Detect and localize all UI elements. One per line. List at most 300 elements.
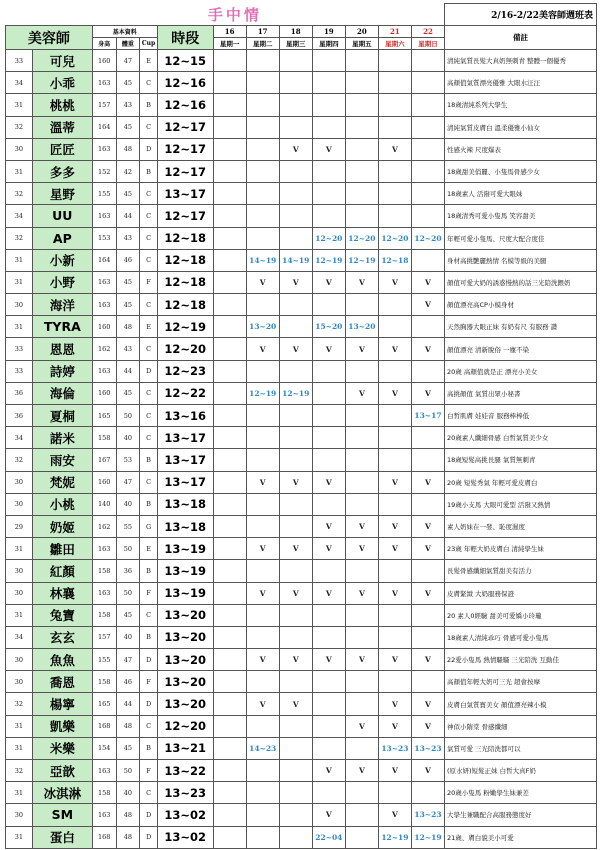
header-day: 星期四: [312, 38, 345, 50]
day-mark: [345, 560, 378, 582]
height-cell: 160: [92, 50, 116, 72]
day-mark: [246, 515, 279, 537]
day-mark: V: [312, 271, 345, 293]
day-mark: [378, 560, 411, 582]
height-cell: 162: [92, 338, 116, 360]
day-mark: [345, 360, 378, 382]
day-mark: [312, 693, 345, 715]
therapist-name: 凱樂: [32, 715, 92, 737]
weight-cell: 48: [116, 826, 140, 848]
day-mark: [345, 804, 378, 826]
day-mark: [312, 382, 345, 404]
day-mark: [345, 626, 378, 648]
period-title: 2/16-2/22美容師週班表: [444, 4, 596, 26]
time-slot: 13~18: [157, 493, 213, 515]
day-mark: [411, 94, 444, 116]
day-mark: 12~19: [345, 249, 378, 271]
cup-cell: E: [140, 316, 158, 338]
day-mark: [279, 737, 312, 759]
height-cell: 163: [92, 582, 116, 604]
day-mark: V: [378, 582, 411, 604]
therapist-name: AP: [32, 227, 92, 249]
day-mark: [213, 826, 246, 848]
day-mark: V: [378, 693, 411, 715]
day-mark: 22~04: [312, 826, 345, 848]
therapist-name: 小桃: [32, 493, 92, 515]
day-mark: V: [411, 294, 444, 316]
day-mark: 14~19: [246, 249, 279, 271]
remark-cell: 20 素人0經驗 甜美可愛嬌小玲瓏: [444, 604, 596, 626]
day-mark: [213, 560, 246, 582]
therapist-name: 小乖: [32, 72, 92, 94]
age-cell: 31: [6, 826, 33, 848]
day-mark: [279, 626, 312, 648]
time-slot: 12~17: [157, 205, 213, 227]
header-date: 16: [213, 26, 246, 38]
day-mark: V: [378, 338, 411, 360]
day-mark: [246, 671, 279, 693]
remark-cell: 長髮骨感纖細氣質甜美有活力: [444, 560, 596, 582]
weight-cell: 50: [116, 538, 140, 560]
day-mark: V: [411, 582, 444, 604]
day-mark: [378, 360, 411, 382]
schedule-row: [6, 715, 597, 737]
day-mark: [279, 826, 312, 848]
remark-cell: 18歲素人清純乖巧 骨感可愛小隻馬: [444, 626, 596, 648]
schedule-row: [6, 316, 597, 338]
day-mark: [246, 826, 279, 848]
therapist-name: 詩婷: [32, 360, 92, 382]
height-cell: 158: [92, 671, 116, 693]
cup-cell: D: [140, 826, 158, 848]
cup-cell: C: [140, 604, 158, 626]
schedule-row: [6, 160, 597, 182]
schedule-table: [5, 3, 597, 849]
schedule-row: [6, 471, 597, 493]
schedule-row: [6, 360, 597, 382]
therapist-name: 冰淇淋: [32, 782, 92, 804]
age-cell: 32: [6, 449, 33, 471]
cup-cell: C: [140, 405, 158, 427]
brand-title: 手中情: [207, 5, 262, 24]
day-mark: [246, 160, 279, 182]
schedule-row: [6, 604, 597, 626]
day-mark: [279, 405, 312, 427]
age-cell: 31: [6, 316, 33, 338]
day-mark: [213, 338, 246, 360]
day-mark: [345, 782, 378, 804]
day-mark: [378, 50, 411, 72]
height-cell: 163: [92, 804, 116, 826]
age-cell: 36: [6, 382, 33, 404]
therapist-name: 楊寧: [32, 693, 92, 715]
day-mark: [213, 649, 246, 671]
day-mark: V: [312, 760, 345, 782]
day-mark: [213, 471, 246, 493]
day-mark: [213, 94, 246, 116]
day-mark: [279, 782, 312, 804]
height-cell: 160: [92, 382, 116, 404]
cup-cell: C: [140, 183, 158, 205]
day-mark: [411, 560, 444, 582]
day-mark: [312, 560, 345, 582]
day-mark: [345, 449, 378, 471]
weight-cell: 53: [116, 449, 140, 471]
cup-cell: C: [140, 72, 158, 94]
height-cell: 163: [92, 138, 116, 160]
day-mark: [378, 493, 411, 515]
time-slot: 13~20: [157, 693, 213, 715]
therapist-name: 溫蒂: [32, 116, 92, 138]
height-cell: 168: [92, 715, 116, 737]
day-mark: [279, 449, 312, 471]
weight-cell: 43: [116, 94, 140, 116]
day-mark: [378, 316, 411, 338]
height-cell: 162: [92, 515, 116, 537]
day-mark: V: [312, 582, 345, 604]
day-mark: 12~20: [345, 227, 378, 249]
height-cell: 153: [92, 227, 116, 249]
weight-cell: 48: [116, 715, 140, 737]
day-mark: [279, 316, 312, 338]
day-mark: [378, 72, 411, 94]
remark-cell: 22愛小隻馬 熱情騷騷 三光陪洗 互動佳: [444, 649, 596, 671]
remark-cell: 20歲素人纖細骨感 白皙氣質美少女: [444, 427, 596, 449]
schedule-row: [6, 294, 597, 316]
day-mark: [213, 227, 246, 249]
day-mark: [246, 804, 279, 826]
schedule-row: [6, 449, 597, 471]
remark-cell: 白皙肌膚 娃娃音 服務棒棒低: [444, 405, 596, 427]
day-mark: [411, 427, 444, 449]
day-mark: [279, 72, 312, 94]
remark-cell: 清純氣質長髮大真奶無刺青 整體一個優秀: [444, 50, 596, 72]
age-cell: 31: [6, 538, 33, 560]
day-mark: [213, 360, 246, 382]
therapist-name: 海倫: [32, 382, 92, 404]
day-mark: V: [378, 515, 411, 537]
remark-cell: 皮膚白氣質寶美女 顏值漂亮辣小模: [444, 693, 596, 715]
remark-cell: 18歲甜美俏麗、小隻馬骨感少女: [444, 160, 596, 182]
schedule-row: [6, 760, 597, 782]
day-mark: [213, 671, 246, 693]
time-slot: 13~17: [157, 449, 213, 471]
cup-cell: B: [140, 94, 158, 116]
day-mark: [246, 760, 279, 782]
day-mark: V: [312, 138, 345, 160]
time-slot: 13~16: [157, 405, 213, 427]
cup-cell: C: [140, 116, 158, 138]
therapist-name: 魚魚: [32, 649, 92, 671]
day-mark: [345, 72, 378, 94]
weight-cell: 40: [116, 782, 140, 804]
height-cell: 155: [92, 183, 116, 205]
therapist-name: 雨安: [32, 449, 92, 471]
schedule-row: [6, 405, 597, 427]
therapist-name: 亞歆: [32, 760, 92, 782]
day-mark: [246, 427, 279, 449]
cup-cell: F: [140, 582, 158, 604]
age-cell: 31: [6, 271, 33, 293]
day-mark: [246, 205, 279, 227]
height-cell: 154: [92, 737, 116, 759]
time-slot: 12~20: [157, 338, 213, 360]
day-mark: [279, 804, 312, 826]
weight-cell: 48: [116, 804, 140, 826]
age-cell: 29: [6, 515, 33, 537]
day-mark: V: [312, 515, 345, 537]
height-cell: 163: [92, 205, 116, 227]
day-mark: [213, 604, 246, 626]
day-mark: V: [279, 338, 312, 360]
therapist-name: 夏桐: [32, 405, 92, 427]
day-mark: V: [246, 271, 279, 293]
height-cell: 167: [92, 449, 116, 471]
day-mark: [213, 72, 246, 94]
age-cell: 32: [6, 760, 33, 782]
day-mark: V: [411, 538, 444, 560]
day-mark: V: [279, 538, 312, 560]
time-slot: 13~20: [157, 671, 213, 693]
time-slot: 13~17: [157, 471, 213, 493]
schedule-row: [6, 737, 597, 759]
remark-cell: 高挑顏值 氣質出眾小秘書: [444, 382, 596, 404]
header-date: 21: [378, 26, 411, 38]
remark-cell: 大學生兼職配合高服務態度好: [444, 804, 596, 826]
day-mark: V: [345, 649, 378, 671]
day-mark: [411, 160, 444, 182]
age-cell: 30: [6, 471, 33, 493]
day-mark: V: [312, 338, 345, 360]
day-mark: [378, 160, 411, 182]
age-cell: 31: [6, 249, 33, 271]
day-mark: [213, 582, 246, 604]
day-mark: 12~20: [378, 227, 411, 249]
day-mark: [213, 405, 246, 427]
cup-cell: E: [140, 50, 158, 72]
day-mark: [279, 427, 312, 449]
schedule-row: [6, 582, 597, 604]
weight-cell: 55: [116, 515, 140, 537]
therapist-name: 匠匠: [32, 138, 92, 160]
cup-cell: C: [140, 427, 158, 449]
day-mark: V: [378, 715, 411, 737]
day-mark: [279, 94, 312, 116]
day-mark: [345, 427, 378, 449]
time-slot: 12~22: [157, 382, 213, 404]
day-mark: [411, 50, 444, 72]
time-slot: 12~18: [157, 249, 213, 271]
day-mark: [213, 493, 246, 515]
cup-cell: C: [140, 205, 158, 227]
day-mark: [411, 316, 444, 338]
cup-cell: B: [140, 160, 158, 182]
day-mark: 12~20: [312, 227, 345, 249]
day-mark: [345, 205, 378, 227]
height-cell: 158: [92, 560, 116, 582]
time-slot: 13~02: [157, 826, 213, 848]
day-mark: [411, 116, 444, 138]
cup-cell: B: [140, 737, 158, 759]
age-cell: 33: [6, 50, 33, 72]
height-cell: 157: [92, 626, 116, 648]
day-mark: V: [246, 649, 279, 671]
age-cell: 30: [6, 560, 33, 582]
day-mark: [378, 604, 411, 626]
age-cell: 30: [6, 294, 33, 316]
day-mark: V: [345, 715, 378, 737]
age-cell: 31: [6, 160, 33, 182]
height-cell: 163: [92, 271, 116, 293]
day-mark: [411, 782, 444, 804]
header-title: 美容師: [6, 26, 93, 50]
day-mark: V: [279, 138, 312, 160]
period-spacer: [312, 4, 444, 26]
day-mark: [246, 782, 279, 804]
day-mark: [246, 116, 279, 138]
schedule-row: [6, 826, 597, 848]
day-mark: [279, 50, 312, 72]
schedule-row: [6, 72, 597, 94]
day-mark: [279, 493, 312, 515]
day-mark: [411, 493, 444, 515]
day-mark: V: [411, 338, 444, 360]
time-slot: 12~16: [157, 94, 213, 116]
remark-cell: 高顏值氣質漂亮優雅 大眼水汪汪: [444, 72, 596, 94]
day-mark: [246, 493, 279, 515]
header-date: 20: [345, 26, 378, 38]
day-mark: [378, 183, 411, 205]
age-cell: 31: [6, 782, 33, 804]
height-cell: 163: [92, 360, 116, 382]
age-cell: 33: [6, 338, 33, 360]
remark-cell: 顏值漂亮高CP小模身材: [444, 294, 596, 316]
height-cell: 163: [92, 72, 116, 94]
remark-cell: 20歲小隻馬 粉嫩學生妹兼差: [444, 782, 596, 804]
height-cell: 165: [92, 405, 116, 427]
day-mark: [411, 360, 444, 382]
day-mark: [312, 72, 345, 94]
day-mark: [213, 737, 246, 759]
header-date: 18: [279, 26, 312, 38]
remark-cell: (原水妍)短髮正妹 白皙大真F奶: [444, 760, 596, 782]
day-mark: [279, 560, 312, 582]
age-cell: 30: [6, 804, 33, 826]
day-mark: [378, 94, 411, 116]
cup-cell: G: [140, 515, 158, 537]
age-cell: 33: [6, 360, 33, 382]
weight-cell: 45: [116, 604, 140, 626]
header-date: 19: [312, 26, 345, 38]
day-mark: V: [345, 582, 378, 604]
schedule-row: [6, 671, 597, 693]
day-mark: [213, 693, 246, 715]
age-cell: 31: [6, 715, 33, 737]
day-mark: [378, 116, 411, 138]
schedule-row: [6, 227, 597, 249]
time-slot: 12~19: [157, 316, 213, 338]
cup-cell: B: [140, 449, 158, 471]
remark-cell: 神似小隋棠 骨感纖細: [444, 715, 596, 737]
header-remark: 備註: [444, 26, 596, 50]
day-mark: [378, 449, 411, 471]
day-mark: [213, 271, 246, 293]
schedule-row: [6, 626, 597, 648]
weight-cell: 45: [116, 271, 140, 293]
day-mark: [279, 515, 312, 537]
header-date: 17: [246, 26, 279, 38]
day-mark: [279, 294, 312, 316]
day-mark: [246, 449, 279, 471]
day-mark: [213, 782, 246, 804]
day-mark: [345, 94, 378, 116]
header-weight: 體重: [116, 38, 140, 50]
day-mark: V: [279, 582, 312, 604]
day-mark: 12~20: [411, 227, 444, 249]
time-slot: 13~17: [157, 183, 213, 205]
time-slot: 12~16: [157, 72, 213, 94]
age-cell: 34: [6, 626, 33, 648]
therapist-name: 恩恩: [32, 338, 92, 360]
day-mark: V: [312, 804, 345, 826]
remark-cell: 18歲短髮高挑長腿 氣質無刺青: [444, 449, 596, 471]
age-cell: 34: [6, 205, 33, 227]
age-cell: 34: [6, 427, 33, 449]
age-cell: 30: [6, 138, 33, 160]
day-mark: [246, 50, 279, 72]
therapist-name: 海洋: [32, 294, 92, 316]
height-cell: 164: [92, 249, 116, 271]
day-mark: [213, 294, 246, 316]
day-mark: V: [246, 471, 279, 493]
weight-cell: 45: [116, 294, 140, 316]
day-mark: V: [246, 538, 279, 560]
weight-cell: 42: [116, 160, 140, 182]
day-mark: 13~23: [411, 804, 444, 826]
day-mark: [378, 782, 411, 804]
day-mark: [312, 405, 345, 427]
age-cell: 34: [6, 72, 33, 94]
brand-spacer: [6, 4, 158, 26]
remark-cell: 20歲 高顏值就是正 漂亮小美女: [444, 360, 596, 382]
day-mark: [312, 94, 345, 116]
weight-cell: 45: [116, 116, 140, 138]
day-mark: V: [411, 715, 444, 737]
day-mark: V: [279, 471, 312, 493]
day-mark: [312, 360, 345, 382]
day-mark: [246, 604, 279, 626]
day-mark: [246, 94, 279, 116]
day-mark: [312, 50, 345, 72]
remark-cell: 素人奶妹在一發、恥度濕度: [444, 515, 596, 537]
day-mark: [279, 160, 312, 182]
day-mark: 12~19: [411, 826, 444, 848]
day-mark: [213, 515, 246, 537]
cup-cell: C: [140, 782, 158, 804]
schedule-row: [6, 538, 597, 560]
day-mark: [213, 715, 246, 737]
therapist-name: 米樂: [32, 737, 92, 759]
remark-cell: 皮膚緊緻 大奶服務保證: [444, 582, 596, 604]
age-cell: 30: [6, 493, 33, 515]
weight-cell: 50: [116, 582, 140, 604]
cup-cell: C: [140, 338, 158, 360]
weight-cell: 43: [116, 338, 140, 360]
weight-cell: 40: [116, 626, 140, 648]
cup-cell: C: [140, 227, 158, 249]
height-cell: 157: [92, 94, 116, 116]
day-mark: [279, 760, 312, 782]
